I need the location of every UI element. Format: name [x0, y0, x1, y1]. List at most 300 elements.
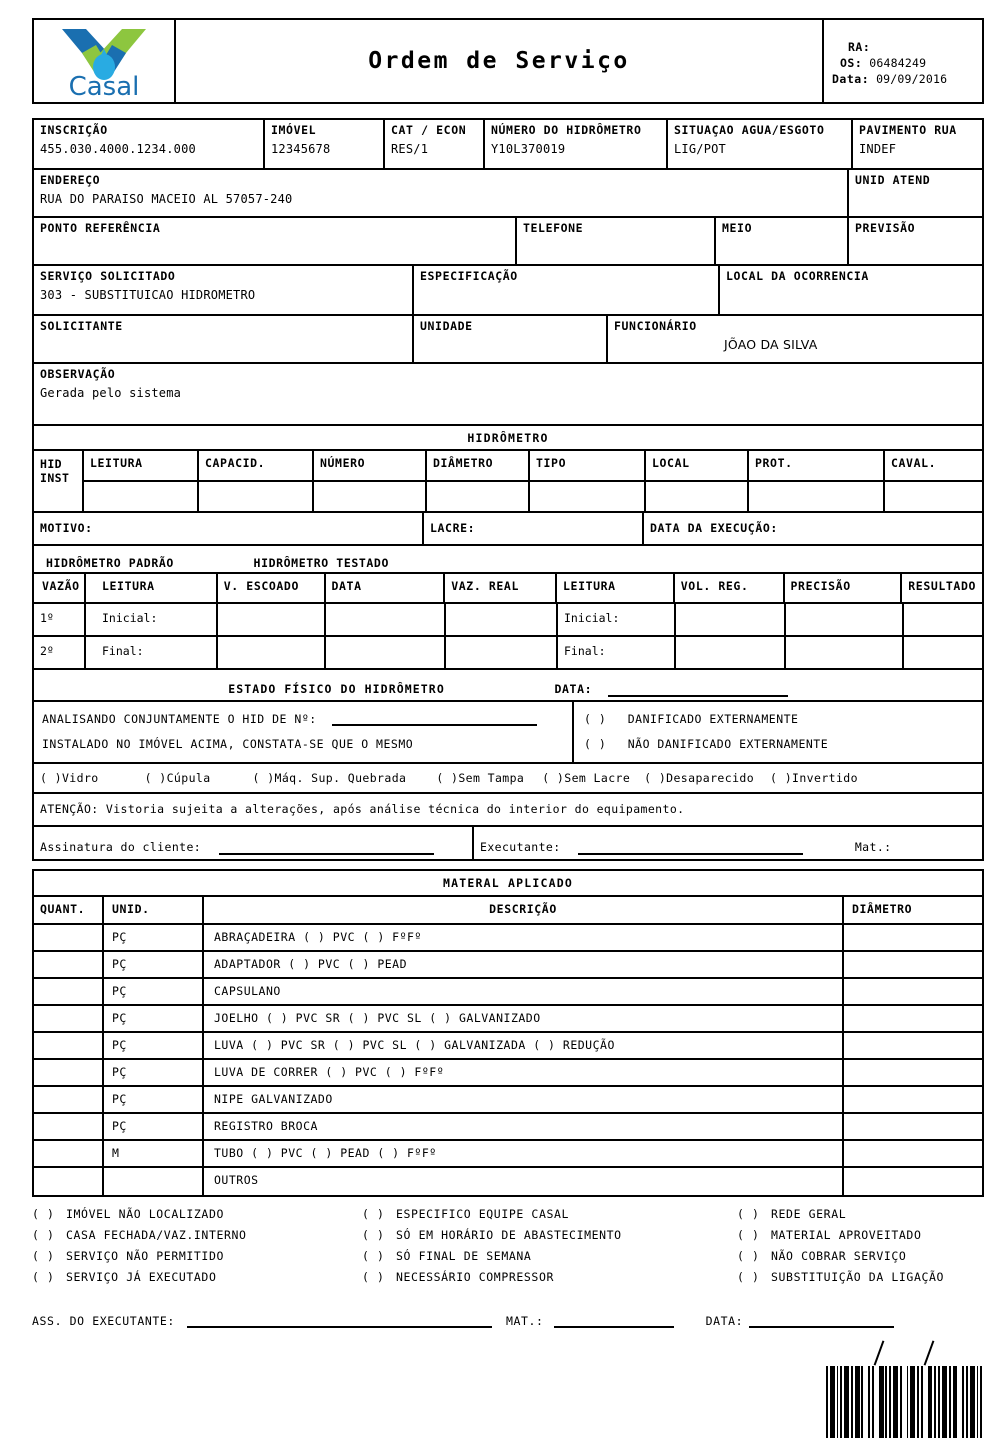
material-unid-cell: PÇ — [104, 1087, 204, 1112]
field-unid-atend[interactable] — [849, 170, 982, 216]
col-v-escoado: V. ESCOADO — [218, 574, 326, 602]
hidrometro-header-row — [84, 451, 982, 482]
danificado-checkbox[interactable]: ( ) — [584, 712, 607, 726]
occurrence-label: ESPECIFICO EQUIPE CASAL — [396, 1207, 570, 1221]
col-numero: NÚMERO — [314, 451, 427, 480]
field-observacao[interactable] — [34, 364, 982, 424]
condicao-desaparecido[interactable] — [644, 771, 754, 785]
material-unid-cell: PÇ — [104, 1033, 204, 1058]
condicao-label: Desaparecido — [666, 771, 755, 785]
afericao2-resultado[interactable] — [904, 637, 982, 668]
numero-hidrometro-value: Y10L370019 — [491, 142, 566, 156]
material-descricao-cell[interactable]: REGISTRO BROCA — [204, 1114, 844, 1139]
ra-label: RA: — [848, 40, 871, 54]
afericao1-leitura-testado[interactable]: Inicial: — [558, 604, 676, 635]
row-afericao-header — [34, 574, 982, 604]
row-material-header — [34, 897, 982, 925]
value-leitura[interactable] — [84, 482, 199, 511]
afericao1-data[interactable] — [326, 604, 446, 635]
condicao-label: Máq. Sup. Quebrada — [274, 771, 407, 785]
local-ocorrencia-label: LOCAL DA OCORRENCIA — [726, 269, 869, 283]
servico-solicitado-value: 303 - SUBSTITUICAO HIDROMETRO — [40, 288, 256, 302]
occurrence-label: SERVIÇO NÃO PERMITIDO — [66, 1249, 224, 1263]
value-capacid[interactable] — [199, 482, 314, 511]
material-unid-cell: PÇ — [104, 925, 204, 950]
col-vazao: VAZÃO — [34, 574, 86, 602]
os-value: 06484249 — [869, 56, 927, 70]
col-caval: CAVAL. — [891, 456, 937, 470]
occurrence-option[interactable] — [32, 1246, 362, 1267]
field-situacao[interactable] — [668, 120, 853, 168]
endereco-value: RUA DO PARAISO MACEIO AL 57057-240 — [40, 192, 293, 206]
previsao-label: PREVISÃO — [855, 221, 916, 235]
field-previsao[interactable] — [849, 218, 982, 264]
hid-inst-label — [34, 451, 84, 511]
material-descricao-cell[interactable]: CAPSULANO — [204, 979, 844, 1004]
value-numero[interactable] — [314, 482, 427, 511]
occurrence-label: NECESSÁRIO COMPRESSOR — [396, 1270, 554, 1284]
col-diametro: DIÂMETRO — [427, 451, 530, 480]
header-spacer — [32, 104, 984, 118]
condicao-checkbox[interactable]: ( ) — [542, 771, 565, 785]
field-cat-econ[interactable] — [385, 120, 485, 168]
col-vol-reg: VOL. REG. — [675, 574, 785, 602]
footer-data-label: DATA: — [705, 1314, 744, 1328]
field-servico-solicitado[interactable] — [34, 266, 414, 314]
material-diametro-cell[interactable] — [844, 1087, 982, 1112]
material-descricao-cell[interactable]: LUVA DE CORRER ( ) PVC ( ) FºFº — [204, 1060, 844, 1085]
page-title: Ordem de Serviço — [368, 48, 630, 74]
material-quant-cell[interactable] — [34, 952, 104, 977]
ra-line — [832, 39, 976, 55]
hidrometro-value-row — [84, 482, 982, 511]
pavimento-label: PAVIMENTO RUA — [859, 123, 957, 137]
motivo-label: MOTIVO: — [40, 521, 93, 535]
footer-mat-input[interactable] — [554, 1315, 674, 1328]
barcode-image — [826, 1366, 984, 1438]
row-ponto-referencia — [34, 218, 982, 266]
logo-cell — [34, 20, 176, 102]
field-ponto-referencia[interactable] — [34, 218, 517, 264]
hid-inst-line2: INST — [40, 471, 70, 485]
afericao2-v-escoado[interactable] — [218, 637, 326, 668]
occurrence-row — [32, 1267, 984, 1288]
padrao-testado-cell — [34, 546, 982, 572]
row-analise — [34, 702, 982, 764]
occurrence-option[interactable] — [737, 1246, 984, 1267]
occurrence-checkbox[interactable]: ( ) — [737, 1228, 760, 1242]
table-row — [34, 1087, 982, 1114]
ass-executante-input[interactable] — [187, 1315, 492, 1328]
observacao-value: Gerada pelo sistema — [40, 386, 182, 400]
unidade-label: UNIDADE — [420, 319, 473, 333]
occurrence-option[interactable] — [737, 1225, 984, 1246]
condicao-m-q-sup-quebrada[interactable] — [253, 771, 407, 785]
material-quant-cell[interactable] — [34, 1114, 104, 1139]
hid-inst-line1: HID — [40, 457, 62, 471]
material-section-title: MATERAL APLICADO — [443, 876, 573, 890]
numero-hidrometro-label: NÚMERO DO HIDRÔMETRO — [491, 123, 642, 137]
row-afericao-2 — [34, 637, 982, 670]
condicao-label: Vidro — [61, 771, 99, 785]
row-inscricao — [34, 120, 982, 170]
field-solicitante[interactable] — [34, 316, 414, 362]
afericao1-v-escoado[interactable] — [218, 604, 326, 635]
data-line — [832, 71, 976, 87]
col-unid: UNID. — [104, 897, 204, 923]
ass-executante-label: ASS. DO EXECUTANTE: — [32, 1314, 175, 1328]
date-slashes — [826, 1340, 984, 1366]
col-leitura: LEITURA — [84, 451, 199, 480]
occurrence-option[interactable] — [362, 1204, 737, 1225]
slash-1-icon — [874, 1340, 885, 1365]
afericao2-vazao: 2º — [34, 637, 86, 668]
analisando-line — [42, 712, 572, 726]
hidrometro-section-title: HIDRÔMETRO — [467, 431, 549, 445]
table-row — [34, 1033, 982, 1060]
observacao-label: OBSERVAÇÃO — [40, 367, 116, 381]
executante-label: Executante: — [480, 840, 561, 854]
material-diametro-cell[interactable] — [844, 1168, 982, 1195]
occurrence-row — [32, 1204, 984, 1225]
document-header — [32, 18, 984, 104]
value-caval[interactable] — [885, 482, 982, 511]
assinatura-cliente-field[interactable] — [34, 827, 474, 859]
col-leitura-padrao: LEITURA — [86, 574, 218, 602]
col-local: LOCAL — [646, 451, 749, 480]
field-funcionario[interactable] — [608, 316, 982, 362]
afericao2-data[interactable] — [326, 637, 446, 668]
analisando-hid-input[interactable] — [332, 713, 537, 726]
col-tipo: TIPO — [530, 451, 646, 480]
condicao-checkbox[interactable]: ( ) — [644, 771, 667, 785]
executante-field[interactable] — [474, 827, 982, 859]
service-order-document — [32, 18, 984, 1328]
afericao2-leitura-padrao[interactable]: Final: — [86, 637, 218, 668]
material-unid-cell: PÇ — [104, 979, 204, 1004]
row-observacao — [34, 364, 982, 426]
col-data: DATA — [326, 574, 446, 602]
occurrence-label: SÓ EM HORÁRIO DE ABASTECIMENTO — [396, 1228, 622, 1242]
table-row — [34, 952, 982, 979]
table-row — [34, 1141, 982, 1168]
col-prot: PROT. — [749, 451, 885, 480]
value-prot[interactable] — [749, 482, 885, 511]
occurrence-label: REDE GERAL — [771, 1207, 847, 1221]
occurrence-checkbox[interactable]: ( ) — [32, 1207, 55, 1221]
casal-logo — [52, 23, 156, 99]
row-servico-solicitado — [34, 266, 982, 316]
material-quant-cell[interactable] — [34, 1141, 104, 1166]
logo-wordmark: Casal — [68, 72, 140, 99]
material-quant-cell[interactable] — [34, 1033, 104, 1058]
field-data-execucao[interactable] — [644, 513, 982, 544]
condicao-checkbox[interactable]: ( ) — [144, 771, 167, 785]
afericao2-vaz-real[interactable] — [446, 637, 558, 668]
material-descricao-cell[interactable]: JOELHO ( ) PVC SR ( ) PVC SL ( ) GALVANIZADO — [204, 1006, 844, 1031]
occurrence-label: SUBSTITUIÇÃO DA LIGAÇÃO — [771, 1270, 945, 1284]
occurrence-checkbox[interactable]: ( ) — [737, 1249, 760, 1263]
row-hidrometro-title — [34, 426, 982, 451]
servico-solicitado-label: SERVIÇO SOLICITADO — [40, 269, 176, 283]
value-local[interactable] — [646, 482, 749, 511]
occurrence-label: MATERIAL APROVEITADO — [771, 1228, 922, 1242]
col-precisao: PRECISÃO — [785, 574, 903, 602]
option-danificado[interactable] — [584, 712, 982, 726]
situacao-value: LIG/POT — [674, 142, 726, 156]
material-diametro-cell[interactable] — [844, 952, 982, 977]
col-leitura-testado: LEITURA — [557, 574, 675, 602]
cat-econ-value: RES/1 — [391, 142, 429, 156]
occurrence-option[interactable] — [32, 1225, 362, 1246]
analise-left — [34, 702, 574, 762]
material-descricao-cell[interactable]: LUVA ( ) PVC SR ( ) PVC SL ( ) GALVANIZADA ( ) REDUÇÃO — [204, 1033, 844, 1058]
lacre-label: LACRE: — [430, 521, 476, 535]
instalado-text: INSTALADO NO IMÓVEL ACIMA, CONSTATA-SE QUE O MESMO — [42, 737, 414, 751]
pavimento-value: INDEF — [859, 142, 897, 156]
imovel-label: IMÓVEL — [271, 123, 317, 137]
material-unid-cell: PÇ — [104, 1006, 204, 1031]
field-especificacao[interactable] — [414, 266, 720, 314]
condicao-sem-tampa[interactable] — [436, 771, 524, 785]
field-meio[interactable] — [716, 218, 849, 264]
table-row — [34, 1060, 982, 1087]
occurrence-checkbox[interactable]: ( ) — [32, 1270, 55, 1284]
occurrence-checkbox[interactable]: ( ) — [362, 1228, 385, 1242]
condicao-vidro[interactable] — [40, 771, 99, 785]
afericao2-precisao[interactable] — [786, 637, 904, 668]
material-diametro-cell[interactable] — [844, 1033, 982, 1058]
table-row — [34, 925, 982, 952]
ponto-referencia-label: PONTO REFERÊNCIA — [40, 221, 161, 235]
material-descricao-cell[interactable]: TUBO ( ) PVC ( ) PEAD ( ) FºFº — [204, 1141, 844, 1166]
occurrence-option[interactable] — [32, 1204, 362, 1225]
afericao1-precisao[interactable] — [786, 604, 904, 635]
os-info-cell — [824, 20, 982, 102]
afericao1-vazao: 1º — [34, 604, 86, 635]
occurrence-checkbox[interactable]: ( ) — [737, 1207, 760, 1221]
condicao-sem-lacre[interactable] — [542, 771, 630, 785]
material-diametro-cell[interactable] — [844, 925, 982, 950]
afericao2-leitura-testado[interactable]: Final: — [558, 637, 676, 668]
assinatura-cliente-label: Assinatura do cliente: — [40, 840, 202, 854]
estado-fisico-title: ESTADO FÍSICO DO HIDRÔMETRO — [228, 682, 445, 696]
field-endereco[interactable] — [34, 170, 849, 216]
afericao1-resultado[interactable] — [904, 604, 982, 635]
field-unidade[interactable] — [414, 316, 608, 362]
occurrence-label: SERVIÇO JÁ EXECUTADO — [66, 1270, 217, 1284]
col-descricao: DESCRIÇÃO — [204, 897, 844, 923]
col-vaz-real: VAZ. REAL — [445, 574, 557, 602]
occurrence-checkbox[interactable]: ( ) — [737, 1270, 760, 1284]
condicao-checkbox[interactable]: ( ) — [770, 771, 793, 785]
telefone-label: TELEFONE — [523, 221, 584, 235]
occurrence-label: NÃO COBRAR SERVIÇO — [771, 1249, 907, 1263]
occurrence-label: IMÓVEL NÃO LOCALIZADO — [66, 1207, 224, 1221]
occurrence-checkbox[interactable]: ( ) — [362, 1207, 385, 1221]
condicoes-list[interactable] — [40, 771, 977, 785]
material-unid-cell: PÇ — [104, 1060, 204, 1085]
option-nao-danificado[interactable] — [584, 737, 982, 751]
field-local-ocorrencia[interactable] — [720, 266, 982, 314]
funcionario-value: JÕAO DA SILVA — [724, 337, 818, 352]
funcionario-label: FUNCIONÁRIO — [614, 319, 697, 333]
material-quant-cell[interactable] — [34, 925, 104, 950]
occurrence-checkbox[interactable]: ( ) — [32, 1228, 55, 1242]
occurrence-option[interactable] — [362, 1246, 737, 1267]
atencao-text: ATENÇÃO: Vistoria sujeita a alterações, após análise técnica do interior do equipamento. — [40, 802, 685, 816]
meio-label: MEIO — [722, 221, 753, 235]
value-diametro[interactable] — [427, 482, 530, 511]
especificacao-label: ESPECIFICAÇÃO — [420, 269, 518, 283]
table-row — [34, 1168, 982, 1195]
footer-data-input[interactable] — [749, 1315, 894, 1328]
row-motivo — [34, 513, 982, 546]
slash-2-icon — [924, 1340, 935, 1365]
imovel-value: 12345678 — [271, 142, 331, 156]
afericao1-vaz-real[interactable] — [446, 604, 558, 635]
barcode-area — [826, 1340, 984, 1438]
occurrence-label: CASA FECHADA/VAZ.INTERNO — [66, 1228, 247, 1242]
material-block — [32, 869, 984, 1197]
condicao-invertido[interactable] — [770, 771, 858, 785]
data-label: Data: — [832, 72, 870, 86]
field-inscricao[interactable] — [34, 120, 265, 168]
material-quant-cell[interactable] — [34, 1006, 104, 1031]
occurrence-option[interactable] — [737, 1267, 984, 1288]
field-imovel[interactable] — [265, 120, 385, 168]
situacao-label: SITUAÇAO AGUA/ESGOTO — [674, 123, 825, 137]
endereco-label: ENDEREÇO — [40, 173, 101, 187]
condicao-label: Sem Tampa — [458, 771, 525, 785]
field-telefone[interactable] — [517, 218, 716, 264]
occurrence-checkbox-grid — [32, 1204, 984, 1288]
material-descricao-cell[interactable]: OUTROS — [204, 1168, 844, 1195]
analisando-text: ANALISANDO CONJUNTAMENTE O HID DE Nº: — [42, 712, 317, 726]
material-diametro-cell[interactable] — [844, 1114, 982, 1139]
col-material-diametro: DIÂMETRO — [852, 902, 913, 916]
inscricao-label: INSCRIÇÃO — [40, 123, 108, 137]
occurrence-option[interactable] — [32, 1267, 362, 1288]
hidrometro-testado-label: HIDRÔMETRO TESTADO — [253, 556, 389, 570]
field-pavimento[interactable] — [853, 120, 982, 168]
data-value: 09/09/2016 — [876, 72, 948, 86]
barcode-bar — [982, 1366, 984, 1438]
field-lacre[interactable] — [424, 513, 644, 544]
analise-right — [574, 702, 982, 762]
occurrence-option[interactable] — [737, 1204, 984, 1225]
executante-mat-label: Mat.: — [854, 840, 892, 854]
occurrence-row — [32, 1225, 984, 1246]
os-line — [832, 55, 976, 71]
data-execucao-label: DATA DA EXECUÇÃO: — [650, 521, 778, 535]
row-padrao-testado — [34, 546, 982, 574]
material-rows — [34, 925, 982, 1195]
row-estado-fisico-title — [34, 670, 982, 702]
identification-block — [32, 118, 984, 861]
os-label: OS: — [840, 56, 863, 70]
condicao-label: Cúpula — [166, 771, 211, 785]
material-quant-cell[interactable] — [34, 1087, 104, 1112]
occurrence-checkbox[interactable]: ( ) — [362, 1270, 385, 1284]
occurrence-option[interactable] — [362, 1225, 737, 1246]
material-unid-cell — [104, 1168, 204, 1195]
material-diametro-cell[interactable] — [844, 1060, 982, 1085]
afericao1-vol-reg[interactable] — [676, 604, 786, 635]
afericao2-vol-reg[interactable] — [676, 637, 786, 668]
row-condicoes — [34, 764, 982, 794]
occurrence-row — [32, 1246, 984, 1267]
afericao1-leitura-padrao[interactable]: Inicial: — [86, 604, 218, 635]
material-diametro-cell[interactable] — [844, 979, 982, 1004]
condicao-checkbox[interactable]: ( ) — [40, 771, 62, 785]
nao-danificado-checkbox[interactable]: ( ) — [584, 737, 607, 751]
material-descricao-cell[interactable]: ABRAÇADEIRA ( ) PVC ( ) FºFº — [204, 925, 844, 950]
material-descricao-cell[interactable]: NIPE GALVANIZADO — [204, 1087, 844, 1112]
col-quant: QUANT. — [34, 897, 104, 923]
occurrence-checkbox[interactable]: ( ) — [362, 1249, 385, 1263]
material-descricao-cell[interactable]: ADAPTADOR ( ) PVC ( ) PEAD — [204, 952, 844, 977]
material-unid-cell: M — [104, 1141, 204, 1166]
condicao-label: Sem Lacre — [564, 771, 631, 785]
condicao-checkbox[interactable]: ( ) — [436, 771, 459, 785]
assinatura-cliente-input[interactable] — [219, 842, 434, 855]
material-unid-cell: PÇ — [104, 1114, 204, 1139]
row-afericao-1 — [34, 604, 982, 637]
nao-danificado-label: NÃO DANIFICADO EXTERNAMENTE — [627, 737, 829, 751]
row-hidrometro-table — [34, 451, 982, 513]
material-diametro-cell[interactable] — [844, 1141, 982, 1166]
material-diametro-cell[interactable] — [844, 1006, 982, 1031]
occurrence-option[interactable] — [362, 1267, 737, 1288]
row-assinaturas — [34, 827, 982, 859]
unid-atend-label: UNID ATEND — [855, 173, 931, 187]
condicao-checkbox[interactable]: ( ) — [252, 771, 275, 785]
row-atencao — [34, 794, 982, 827]
field-motivo[interactable] — [34, 513, 424, 544]
table-row — [34, 1114, 982, 1141]
document-title-cell — [176, 20, 824, 102]
condicao-label: Invertido — [792, 771, 858, 785]
col-resultado: RESULTADO — [908, 579, 976, 593]
footer-signature-row — [32, 1314, 984, 1328]
cat-econ-label: CAT / ECON — [391, 123, 467, 137]
table-row — [34, 979, 982, 1006]
material-quant-cell[interactable] — [34, 979, 104, 1004]
estado-fisico-data-input[interactable] — [608, 684, 788, 697]
material-quant-cell[interactable] — [34, 1060, 104, 1085]
footer-mat-label: MAT.: — [505, 1314, 544, 1328]
row-solicitante — [34, 316, 982, 364]
row-material-title — [34, 871, 982, 897]
table-row — [34, 1006, 982, 1033]
value-tipo[interactable] — [530, 482, 646, 511]
danificado-label: DANIFICADO EXTERNAMENTE — [627, 712, 799, 726]
inscricao-value: 455.030.4000.1234.000 — [40, 142, 196, 156]
occurrence-checkbox[interactable]: ( ) — [32, 1249, 55, 1263]
condicao-c-pula[interactable] — [145, 771, 211, 785]
material-quant-cell[interactable] — [34, 1168, 104, 1195]
occurrence-label: SÓ FINAL DE SEMANA — [396, 1249, 532, 1263]
row-endereco — [34, 170, 982, 218]
hidrometro-padrao-label: HIDRÔMETRO PADRÃO — [46, 556, 174, 570]
estado-fisico-data-label: DATA: — [554, 682, 593, 696]
material-unid-cell: PÇ — [104, 952, 204, 977]
field-numero-hidrometro[interactable] — [485, 120, 668, 168]
executante-input[interactable] — [578, 842, 803, 855]
solicitante-label: SOLICITANTE — [40, 319, 123, 333]
col-capacid: CAPACID. — [199, 451, 314, 480]
